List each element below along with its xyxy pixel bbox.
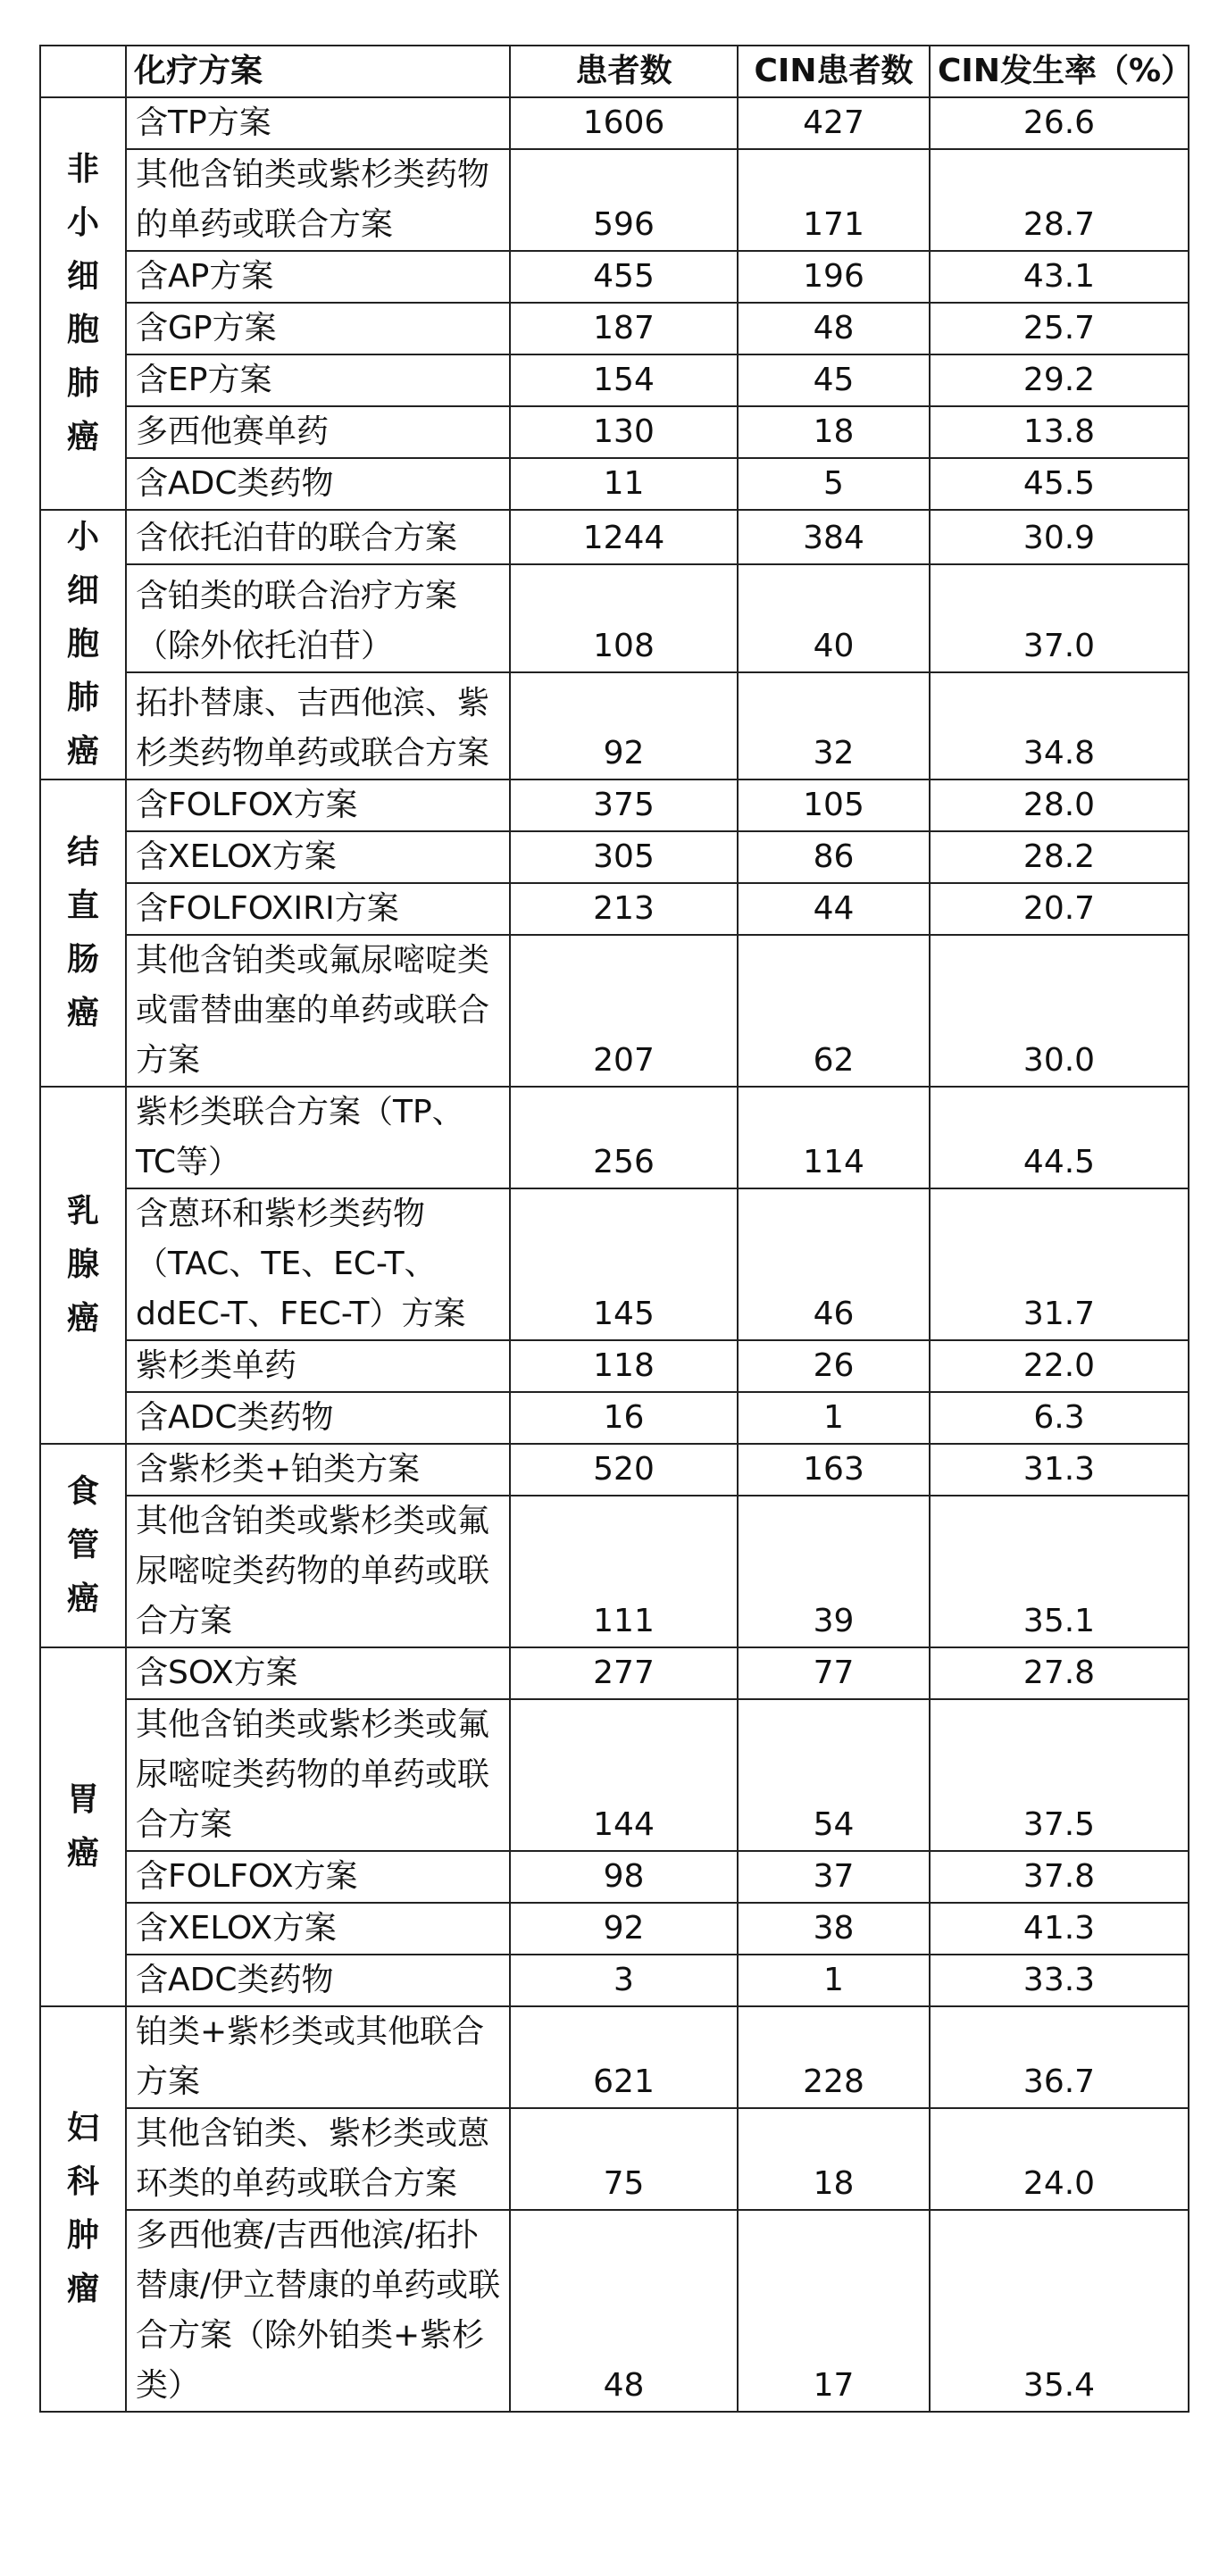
table-row (40, 303, 1189, 354)
cancer-type-cell (40, 779, 126, 1087)
cin-rate-cell: 45.5 (930, 458, 1189, 510)
regimen-cell: 含AP方案 (126, 251, 510, 303)
cin-patients-cell: 114 (738, 1087, 930, 1188)
cancer-type-cell (40, 1647, 126, 2006)
regimen-cell: 含依托泊苷的联合方案 (126, 510, 510, 564)
patients-cell: 92 (510, 1903, 738, 1955)
cin-rate-cell: 37.5 (930, 1699, 1189, 1851)
cin-patients-cell: 32 (738, 672, 930, 779)
patients-cell: 144 (510, 1699, 738, 1851)
patients-cell: 213 (510, 883, 738, 935)
table-row (40, 1955, 1189, 2006)
cin-rate-cell: 41.3 (930, 1903, 1189, 1955)
header-cin-rate: CIN发生率（%） (930, 46, 1189, 97)
regimen-cell: 铂类+紫杉类或其他联合方案 (126, 2006, 510, 2108)
patients-cell: 92 (510, 672, 738, 779)
cin-rate-cell: 6.3 (930, 1392, 1189, 1444)
regimen-cell: 含ADC类药物 (126, 458, 510, 510)
cin-patients-cell: 39 (738, 1496, 930, 1647)
regimen-cell: 含EP方案 (126, 354, 510, 406)
cancer-type-label: 结直肠癌 (66, 834, 99, 1031)
table-row (40, 149, 1189, 251)
cin-rate-cell: 29.2 (930, 354, 1189, 406)
patients-cell: 596 (510, 149, 738, 251)
patients-cell: 1606 (510, 97, 738, 149)
regimen-cell: 其他含铂类或紫杉类或氟尿嘧啶类药物的单药或联合方案 (126, 1699, 510, 1851)
regimen-cell: 含ADC类药物 (126, 1955, 510, 2006)
table-row (40, 97, 1189, 149)
regimen-cell: 其他含铂类或紫杉类或氟尿嘧啶类药物的单药或联合方案 (126, 1496, 510, 1647)
table-row (40, 883, 1189, 935)
regimen-cell: 含TP方案 (126, 97, 510, 149)
cin-patients-cell: 54 (738, 1699, 930, 1851)
cin-rate-cell: 33.3 (930, 1955, 1189, 2006)
patients-cell: 16 (510, 1392, 738, 1444)
cin-rate-cell: 31.3 (930, 1444, 1189, 1496)
table-row (40, 672, 1189, 779)
patients-cell: 75 (510, 2108, 738, 2210)
patients-cell: 154 (510, 354, 738, 406)
table-row (40, 1188, 1189, 1340)
cin-patients-cell: 5 (738, 458, 930, 510)
cin-patients-cell: 196 (738, 251, 930, 303)
cin-patients-cell: 427 (738, 97, 930, 149)
patients-cell: 3 (510, 1955, 738, 2006)
cin-rate-cell: 43.1 (930, 251, 1189, 303)
table-row (40, 1087, 1189, 1188)
cin-patients-cell: 77 (738, 1647, 930, 1699)
patients-cell: 207 (510, 935, 738, 1087)
cin-patients-cell: 40 (738, 564, 930, 671)
patients-cell: 98 (510, 1851, 738, 1903)
cin-rate-cell: 25.7 (930, 303, 1189, 354)
cancer-type-label: 妇科肿瘤 (66, 2110, 99, 2307)
patients-cell: 375 (510, 779, 738, 831)
cin-rate-cell: 28.2 (930, 831, 1189, 883)
patients-cell: 277 (510, 1647, 738, 1699)
cin-rate-cell: 36.7 (930, 2006, 1189, 2108)
table-row (40, 458, 1189, 510)
cancer-type-label: 非小细胞肺癌 (66, 151, 99, 455)
cin-patients-cell: 26 (738, 1340, 930, 1392)
regimen-cell: 含XELOX方案 (126, 831, 510, 883)
cin-rate-cell: 26.6 (930, 97, 1189, 149)
cin-rate-cell: 13.8 (930, 406, 1189, 458)
regimen-cell: 含SOX方案 (126, 1647, 510, 1699)
cin-rate-cell: 28.0 (930, 779, 1189, 831)
cancer-type-label: 食管癌 (66, 1473, 99, 1617)
cin-patients-cell: 105 (738, 779, 930, 831)
cin-patients-cell: 37 (738, 1851, 930, 1903)
table-row (40, 779, 1189, 831)
cin-patients-cell: 384 (738, 510, 930, 564)
table-row (40, 1647, 1189, 1699)
table-row (40, 354, 1189, 406)
table-row (40, 2108, 1189, 2210)
cancer-type-cell (40, 97, 126, 510)
header-patients: 患者数 (510, 46, 738, 97)
regimen-cell: 含GP方案 (126, 303, 510, 354)
regimen-cell: 多西他赛单药 (126, 406, 510, 458)
table-row (40, 2006, 1189, 2108)
patients-cell: 48 (510, 2210, 738, 2412)
cin-patients-cell: 86 (738, 831, 930, 883)
cin-rate-cell: 27.8 (930, 1647, 1189, 1699)
header-regimen: 化疗方案 (126, 46, 510, 97)
table-row (40, 406, 1189, 458)
cin-patients-cell: 38 (738, 1903, 930, 1955)
cin-incidence-table (39, 45, 1194, 2413)
cin-rate-cell: 34.8 (930, 672, 1189, 779)
table-row (40, 831, 1189, 883)
regimen-cell: 含铂类的联合治疗方案（除外依托泊苷） (126, 564, 510, 671)
regimen-cell: 含XELOX方案 (126, 1903, 510, 1955)
cin-patients-cell: 45 (738, 354, 930, 406)
regimen-cell: 拓扑替康、吉西他滨、紫杉类药物单药或联合方案 (126, 672, 510, 779)
table-row (40, 1392, 1189, 1444)
cin-patients-cell: 18 (738, 2108, 930, 2210)
patients-cell: 305 (510, 831, 738, 883)
cancer-type-cell (40, 1087, 126, 1444)
table-row (40, 1496, 1189, 1647)
cin-patients-cell: 46 (738, 1188, 930, 1340)
header-cancer-blank (40, 46, 126, 97)
patients-cell: 111 (510, 1496, 738, 1647)
cancer-type-cell (40, 2006, 126, 2412)
cancer-type-label: 乳腺癌 (66, 1193, 99, 1337)
cancer-type-cell (40, 1444, 126, 1647)
table-body (40, 97, 1189, 2412)
table-row (40, 935, 1189, 1087)
patients-cell: 11 (510, 458, 738, 510)
table-row (40, 1340, 1189, 1392)
cancer-type-label: 胃癌 (66, 1781, 99, 1872)
table-row (40, 1851, 1189, 1903)
cin-patients-cell: 1 (738, 1955, 930, 2006)
table-row (40, 1699, 1189, 1851)
patients-cell: 145 (510, 1188, 738, 1340)
regimen-cell: 含蒽环和紫杉类药物（TAC、TE、EC-T、ddEC-T、FEC-T）方案 (126, 1188, 510, 1340)
cin-rate-cell: 31.7 (930, 1188, 1189, 1340)
cin-rate-cell: 30.0 (930, 935, 1189, 1087)
patients-cell: 118 (510, 1340, 738, 1392)
table-row (40, 564, 1189, 671)
regimen-cell: 含FOLFOXIRI方案 (126, 883, 510, 935)
regimen-cell: 含ADC类药物 (126, 1392, 510, 1444)
table-row (40, 2210, 1189, 2412)
regimen-cell: 其他含铂类或紫杉类药物的单药或联合方案 (126, 149, 510, 251)
cin-patients-cell: 17 (738, 2210, 930, 2412)
cin-rate-cell: 37.0 (930, 564, 1189, 671)
header-row (40, 46, 1189, 97)
cancer-type-label: 小细胞肺癌 (66, 519, 99, 770)
cancer-type-cell (40, 510, 126, 779)
regimen-cell: 含FOLFOX方案 (126, 1851, 510, 1903)
cin-rate-cell: 35.1 (930, 1496, 1189, 1647)
cin-rate-cell: 30.9 (930, 510, 1189, 564)
cin-patients-cell: 18 (738, 406, 930, 458)
cin-patients-cell: 1 (738, 1392, 930, 1444)
cin-patients-cell: 163 (738, 1444, 930, 1496)
table-row (40, 1903, 1189, 1955)
regimen-cell: 含紫杉类+铂类方案 (126, 1444, 510, 1496)
cin-rate-cell: 37.8 (930, 1851, 1189, 1903)
regimen-cell: 紫杉类联合方案（TP、TC等） (126, 1087, 510, 1188)
cin-rate-cell: 24.0 (930, 2108, 1189, 2210)
patients-cell: 130 (510, 406, 738, 458)
regimen-cell: 含FOLFOX方案 (126, 779, 510, 831)
table-row (40, 510, 1189, 564)
cin-rate-cell: 35.4 (930, 2210, 1189, 2412)
regimen-cell: 其他含铂类或氟尿嘧啶类或雷替曲塞的单药或联合方案 (126, 935, 510, 1087)
patients-cell: 256 (510, 1087, 738, 1188)
cin-rate-cell: 28.7 (930, 149, 1189, 251)
patients-cell: 455 (510, 251, 738, 303)
cin-patients-cell: 48 (738, 303, 930, 354)
patients-cell: 520 (510, 1444, 738, 1496)
header-cin-patients: CIN患者数 (738, 46, 930, 97)
cin-patients-cell: 62 (738, 935, 930, 1087)
patients-cell: 621 (510, 2006, 738, 2108)
cin-patients-cell: 171 (738, 149, 930, 251)
cin-rate-cell: 22.0 (930, 1340, 1189, 1392)
patients-cell: 1244 (510, 510, 738, 564)
table-row (40, 251, 1189, 303)
cin-rate-cell: 44.5 (930, 1087, 1189, 1188)
regimen-cell: 紫杉类单药 (126, 1340, 510, 1392)
patients-cell: 108 (510, 564, 738, 671)
cin-rate-cell: 20.7 (930, 883, 1189, 935)
regimen-cell: 其他含铂类、紫杉类或蒽环类的单药或联合方案 (126, 2108, 510, 2210)
table-row (40, 1444, 1189, 1496)
regimen-cell: 多西他赛/吉西他滨/拓扑替康/伊立替康的单药或联合方案（除外铂类+紫杉类） (126, 2210, 510, 2412)
cin-patients-cell: 44 (738, 883, 930, 935)
cin-patients-cell: 228 (738, 2006, 930, 2108)
patients-cell: 187 (510, 303, 738, 354)
